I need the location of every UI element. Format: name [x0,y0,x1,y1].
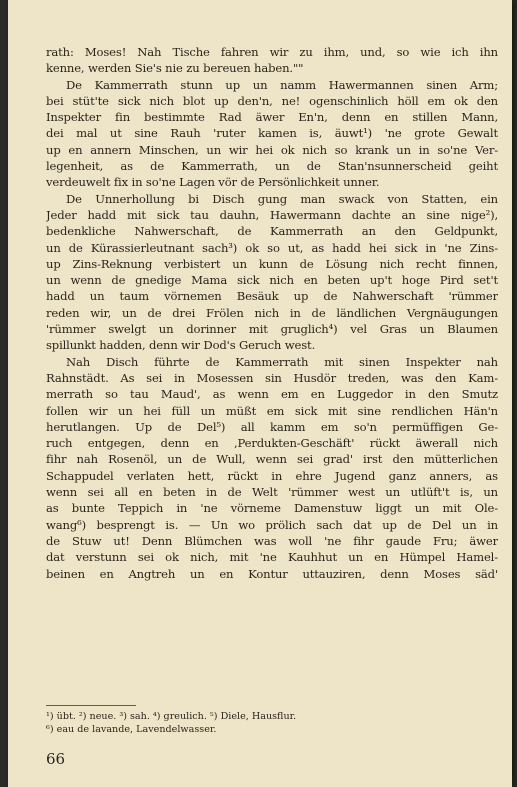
text-line: herutlangen. Up de Del⁵) all kamm em so'n permüffigen Ge- [46,419,498,434]
text-line: Schappudel verlaten hett, rückt in ehre Jugend ganz anners, as [46,468,498,483]
text-line: bedenkliche Nahwerschaft, de Kammerrath an den Geldpunkt, [46,224,498,239]
text-line: Inspekter fin bestimmte Rad äwer En'n, denn en stillen Mann, [46,110,498,125]
footnote-line: ¹) übt. ²) neue. ³) sah. ⁴) greulich. ⁵) Diele, Hausflur. [46,711,297,722]
text-line: follen wir un hei füll un müßt em sick mit sine rendlichen Hän'n [46,403,498,418]
text-line: fihr nah Rosenöl, un de Wull, wenn sei grad' irst den mütterlichen [46,452,498,467]
footnote-rule [46,705,136,706]
text-line: dei mal ut sine Rauh 'ruter kamen is, äuwt¹) 'ne grote Gewalt [46,126,498,141]
text-line: ruch entgegen, denn en ,Perdukten-Geschäft' rückt äwerall nich [46,436,498,451]
text-line: Nah Disch führte de Kammerrath mit sinen Inspekter nah [66,354,498,369]
text-line: dat verstunn sei ok nich, mit 'ne Kauhhut un en Hümpel Hamel- [46,550,498,565]
text-line: un wenn de gnedige Mama sick nich en beten up't hoge Pird set't [46,273,498,288]
text-line: legenheit, as de Kammerrath, un de Stan'nsunnerscheid geiht [46,159,498,174]
body-text [46,44,498,582]
text-line: De Unnerhollung bi Disch gung man swack von Statten, ein [66,191,498,206]
footnotes [46,710,498,736]
text-line: wang⁶) besprengt is. — Un wo prölich sach dat up de Del un in [46,517,498,532]
text-line: up en annern Minschen, un wir hei ok nich so krank un in so'ne Ver- [46,142,498,157]
text-line: de Stuw ut! Denn Blümchen was woll 'ne fihr gaude Fru; äwer [46,533,498,548]
text-line: beinen en Angtreh un en Kontur uttauziren, denn Moses säd' [46,566,498,581]
book-page [8,0,512,787]
text-line: Rahnstädt. As sei in Mosessen sin Husdör treden, was den Kam- [46,370,498,385]
text-line: rath: Moses! Nah Tische fahren wir zu ihm, und, so wie ich ihn [46,45,498,59]
text-line: up Zins-Reknung verbistert un kunn de Lösung nich recht finnen, [46,256,498,271]
footnote-line: ⁶) eau de lavande, Lavendelwasser. [46,724,217,735]
text-line: un de Kürassierleutnant sach³) ok so ut, as hadd hei sick in 'ne Zins- [46,240,498,255]
text-line: Jeder hadd mit sick tau dauhn, Hawermann dachte an sine nige²), [46,207,498,222]
text-line: kenne, werden Sie's nie zu bereuen haben."" [46,61,304,76]
text-line: De Kammerrath stunn up un namm Hawermannen sinen Arm; [66,77,498,92]
text-line: spillunkt hadden, denn wir Dod's Geruch west. [46,338,316,353]
text-line: merrath so tau Maud', as wenn em en Luggedor in den Smutz [46,387,498,402]
text-line: reden wir, un de drei Frölen nich in de ländlichen Vergnäugungen [46,305,498,320]
text-line: verdeuwelt fix in so'ne Lagen vör de Persönlichkeit unner. [46,175,380,190]
text-line: wenn sei all en beten in de Welt 'rümmer west un utlüft't is, un [46,485,498,500]
text-line: as bunte Teppich in 'ne vörneme Damenstuw liggt un mit Ole- [46,501,498,516]
text-line: bei stüt'te sick nich blot up den'n, ne! ogenschinlich höll em ok den [46,93,498,108]
text-line: hadd un taum vörnemen Besäuk up de Nahwerschaft 'rümmer [46,289,498,304]
page-number: 66 [46,750,66,768]
text-line: 'rümmer swelgt un dorinner mit gruglich⁴) vel Gras un Blaumen [46,322,498,337]
